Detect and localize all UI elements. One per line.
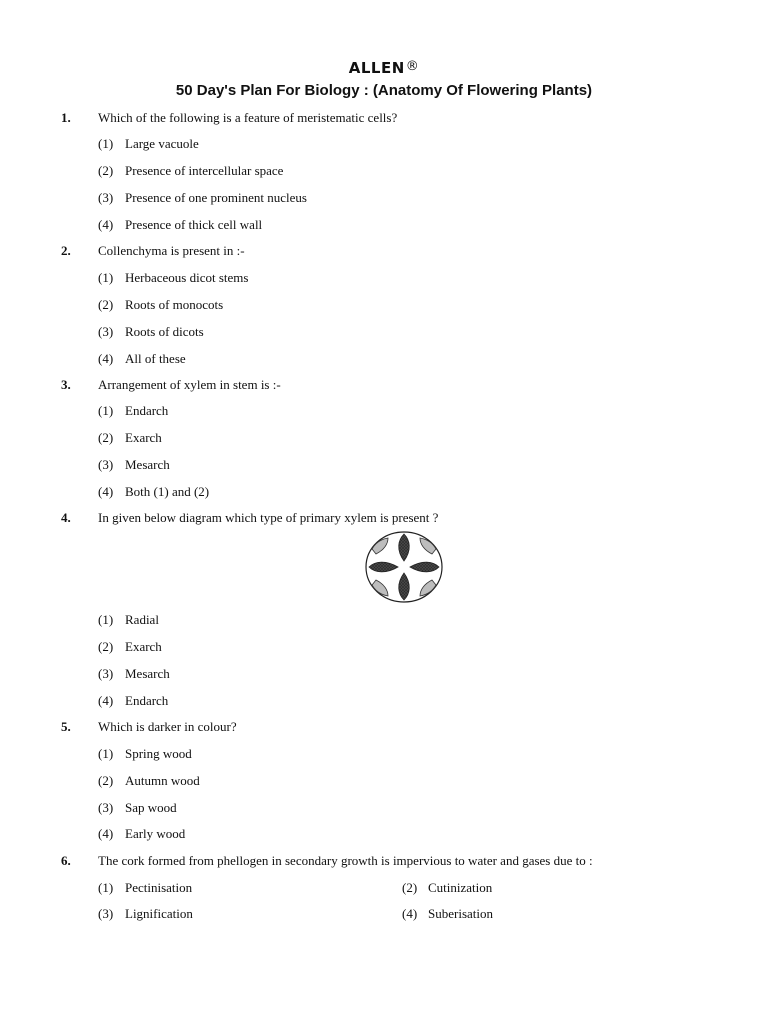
question-number: 5.	[61, 719, 71, 734]
xylem-diagram	[364, 530, 444, 604]
question-number: 4.	[61, 510, 71, 525]
option-text: Cutinization	[428, 880, 493, 895]
option-label: (3)	[98, 800, 114, 815]
option-label: (3)	[98, 457, 114, 472]
question-number: 2.	[61, 243, 71, 258]
option-text: Large vacuole	[125, 136, 199, 151]
option-text: Pectinisation	[125, 880, 193, 895]
option-label: (3)	[98, 324, 114, 339]
option-label: (4)	[98, 826, 114, 841]
option-label: (2)	[98, 639, 114, 654]
question-number: 6.	[61, 853, 71, 868]
option-label: (4)	[98, 484, 114, 499]
option-text: Endarch	[125, 403, 169, 418]
option-text: Presence of intercellular space	[125, 163, 284, 178]
option-label: (1)	[98, 880, 114, 895]
option-label: (1)	[98, 270, 114, 285]
option-text: Radial	[125, 612, 159, 627]
option-label: (4)	[98, 351, 114, 366]
option-text: Autumn wood	[125, 773, 200, 788]
option-label: (2)	[98, 297, 114, 312]
option-text: Mesarch	[125, 666, 170, 681]
option-label: (3)	[98, 190, 114, 205]
option-label: (1)	[98, 403, 114, 418]
brand-logo: ALLEN®	[348, 59, 420, 77]
question-text: Arrangement of xylem in stem is :-	[98, 377, 281, 392]
question-number: 1.	[61, 110, 71, 125]
option-label: (1)	[98, 612, 114, 627]
option-text: Early wood	[125, 826, 186, 841]
option-text: Endarch	[125, 693, 169, 708]
option-label: (3)	[98, 906, 114, 921]
page-title: 50 Day's Plan For Biology : (Anatomy Of Flowering Plants)	[175, 82, 593, 99]
option-text: Mesarch	[125, 457, 170, 472]
option-text: All of these	[125, 351, 186, 366]
option-text: Exarch	[125, 430, 162, 445]
option-text: Spring wood	[125, 746, 192, 761]
option-text: Herbaceous dicot stems	[125, 270, 249, 285]
option-label: (4)	[98, 217, 114, 232]
option-text: Both (1) and (2)	[125, 484, 210, 499]
option-label: (2)	[98, 163, 114, 178]
question-text: In given below diagram which type of primary xylem is present ?	[98, 510, 439, 525]
option-label: (1)	[98, 746, 114, 761]
option-label: (1)	[98, 136, 114, 151]
option-label: (3)	[98, 666, 114, 681]
question-text: Which is darker in colour?	[98, 719, 237, 734]
registered-mark: ®	[405, 59, 420, 74]
option-text: Presence of thick cell wall	[125, 217, 263, 232]
question-text: Which of the following is a feature of meristematic cells?	[98, 110, 398, 125]
question-number: 3.	[61, 377, 71, 392]
option-text: Lignification	[125, 906, 193, 921]
option-label: (2)	[98, 430, 114, 445]
option-text: Sap wood	[125, 800, 177, 815]
question-text: The cork formed from phellogen in secondary growth is impervious to water and gases due to :	[98, 853, 593, 868]
option-label: (4)	[402, 906, 418, 921]
option-text: Roots of dicots	[125, 324, 204, 339]
option-text: Suberisation	[428, 906, 493, 921]
question-text: Collenchyma is present in :-	[98, 243, 245, 258]
option-label: (4)	[98, 693, 114, 708]
option-text: Exarch	[125, 639, 162, 654]
option-text: Presence of one prominent nucleus	[125, 190, 307, 205]
option-text: Roots of monocots	[125, 297, 224, 312]
option-label: (2)	[98, 773, 114, 788]
option-label: (2)	[402, 880, 418, 895]
